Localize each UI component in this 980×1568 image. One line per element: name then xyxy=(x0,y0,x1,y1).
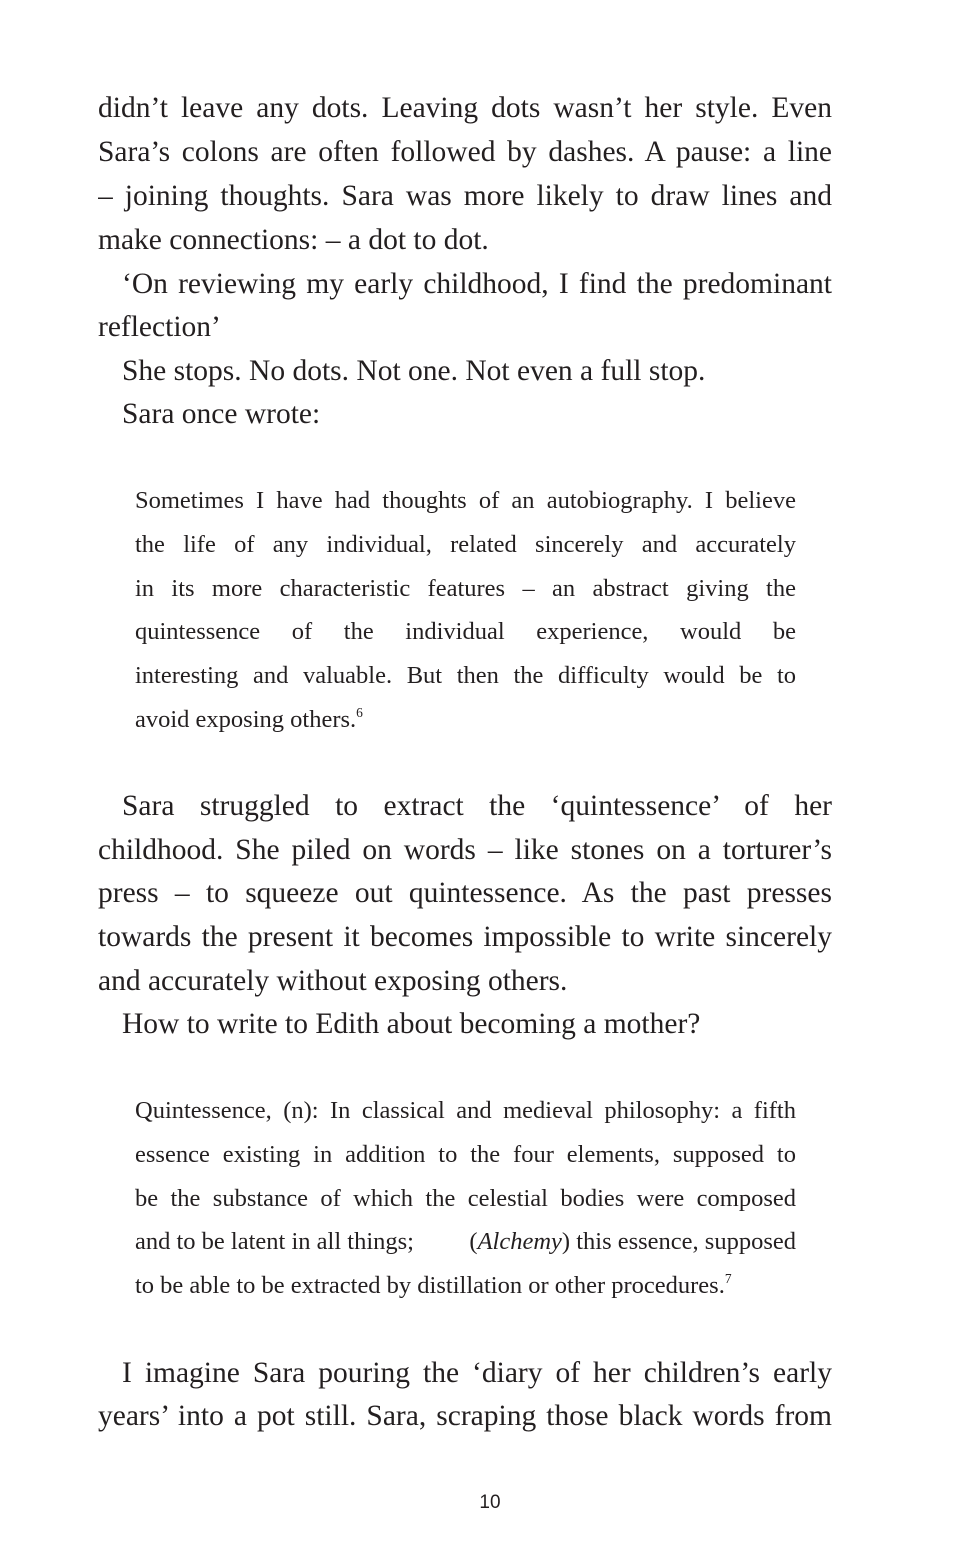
body-line: Sara struggled to extract the ‘quintessence’ of her xyxy=(122,790,832,822)
body-line: make connections: – a dot to dot. xyxy=(98,224,489,256)
footnote-marker: 7 xyxy=(724,1270,732,1286)
quote-line: essence existing in addition to the four elements, supposed to xyxy=(135,1141,796,1168)
quote-text: ) this essence, supposed xyxy=(561,1228,796,1255)
body-line: years’ into a pot still. Sara, scraping those black words from xyxy=(98,1400,832,1432)
quote-line xyxy=(135,1264,796,1308)
body-line: childhood. She piled on words – like stones on a torturer’s xyxy=(98,834,832,866)
quote-text-end xyxy=(469,1220,796,1264)
quote-line: interesting and valuable. But then the difficulty would be to xyxy=(135,662,796,689)
quote-text: and to be latent in all things; xyxy=(135,1228,414,1255)
paren-open: ( xyxy=(469,1228,478,1255)
quote-line: quintessence of the individual experience, would be xyxy=(135,618,796,645)
footnote-marker: 6 xyxy=(356,704,363,720)
body-line: She stops. No dots. Not one. Not even a full stop. xyxy=(122,355,706,387)
quote-line: Quintessence, (n): In classical and medieval philosophy: a fifth xyxy=(135,1097,796,1124)
quote-line: in its more characteristic features – an abstract giving the xyxy=(135,575,796,602)
quote-line: be the substance of which the celestial bodies were composed xyxy=(135,1185,796,1212)
page-number: 10 xyxy=(479,1492,501,1513)
body-line: press – to squeeze out quintessence. As the past presses xyxy=(98,877,832,909)
body-line: Sara once wrote: xyxy=(122,398,321,430)
quote-text: to be able to be extracted by distillation or other procedures. xyxy=(135,1272,725,1299)
body-line: ‘On reviewing my early childhood, I find the predominant xyxy=(122,268,832,300)
body-line: – joining thoughts. Sara was more likely to draw lines and xyxy=(98,180,832,212)
italic-term: Alchemy xyxy=(477,1228,562,1255)
body-line: Sara’s colons are often followed by dashes. A pause: a line xyxy=(98,136,832,168)
body-line: reflection’ xyxy=(98,311,221,343)
quote-line xyxy=(135,1220,796,1264)
quote-line: Sometimes I have had thoughts of an autobiography. I believe xyxy=(135,487,796,514)
quote-line xyxy=(135,698,796,742)
body-line: How to write to Edith about becoming a mother? xyxy=(122,1008,701,1040)
quote-line: the life of any individual, related sincerely and accurately xyxy=(135,531,796,558)
body-line: towards the present it becomes impossible to write sincerely xyxy=(98,921,832,953)
body-line: I imagine Sara pouring the ‘diary of her children’s early xyxy=(122,1357,832,1389)
quote-text: avoid exposing others. xyxy=(135,706,357,733)
body-line: didn’t leave any dots. Leaving dots wasn’t her style. Even xyxy=(98,92,832,124)
body-line: and accurately without exposing others. xyxy=(98,965,568,997)
